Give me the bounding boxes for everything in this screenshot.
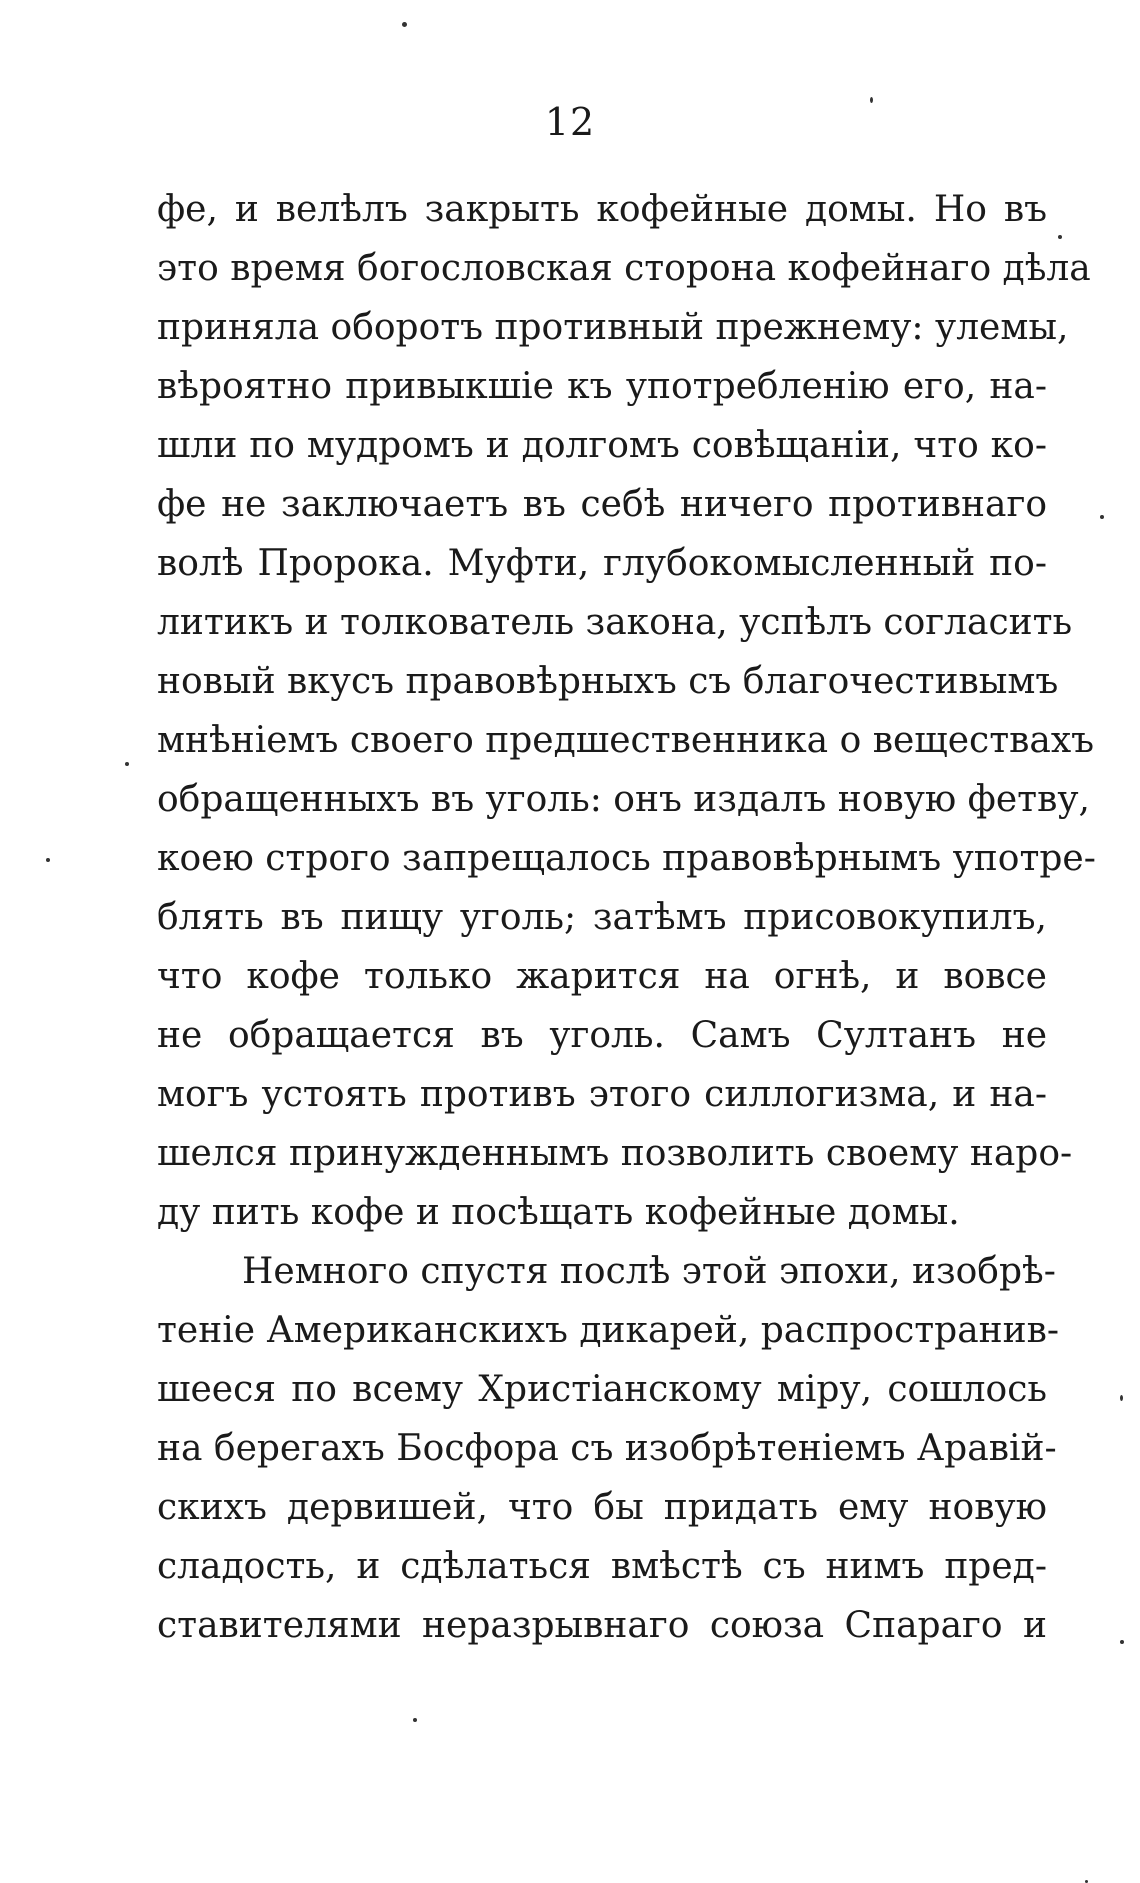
text-line: Немного спустя послѣ этой эпохи, изобрѣ- (242, 1251, 1056, 1292)
scan-speck (1120, 1395, 1123, 1401)
scan-speck (1120, 1640, 1124, 1644)
scan-speck (46, 858, 50, 862)
text-line: новый вкусъ правовѣрныхъ съ благочестивымъ (157, 661, 1059, 702)
paragraph-2 (157, 1242, 1060, 1655)
scan-speck (1100, 515, 1104, 519)
text-line: шелся принужденнымъ позволить своему наро- (157, 1133, 1073, 1174)
text-line: теніе Американскихъ дикарей, распространив- (157, 1310, 1060, 1351)
scan-speck (125, 762, 129, 766)
paragraph-1 (157, 180, 1096, 1242)
text-line: скихъ дервишей, что бы придать ему новую (157, 1487, 1047, 1528)
text-line: сладость, и сдѣлаться вмѣстѣ съ нимъ пред- (157, 1546, 1047, 1587)
text-line: на берегахъ Босфора съ изобрѣтеніемъ Аравій- (157, 1428, 1057, 1469)
text-line: что кофе только жарится на огнѣ, и вовсе (157, 956, 1047, 997)
text-line: обращенныхъ въ уголь: онъ издалъ новую фетву, (157, 779, 1090, 820)
text-line: шли по мудромъ и долгомъ совѣщаніи, что ко- (157, 425, 1047, 466)
text-line: не обращается въ уголь. Самъ Султанъ не (157, 1015, 1047, 1056)
text-line: ду пить кофе и посѣщать кофейные домы. (157, 1192, 960, 1233)
text-line: фе не заключаетъ въ себѣ ничего противнаго (157, 484, 1047, 525)
text-line: это время богословская сторона кофейнаго дѣла (157, 248, 1091, 289)
text-line: мнѣніемъ своего предшественника о веществахъ (157, 720, 1095, 761)
text-line: коею строго запрещалось правовѣрнымъ употре- (157, 838, 1096, 879)
scan-speck (1058, 235, 1062, 239)
text-line: могъ устоять противъ этого силлогизма, и на- (157, 1074, 1047, 1115)
text-line: приняла оборотъ противный прежнему: улемы, (157, 307, 1069, 348)
text-line: волѣ Пророка. Муфти, глубокомысленный по- (157, 543, 1047, 584)
page-number: 12 (544, 100, 596, 144)
text-line: литикъ и толкователь закона, успѣлъ согласить (157, 602, 1073, 643)
text-line: шееся по всему Христіанскому міру, сошлось (157, 1369, 1047, 1410)
text-line: блять въ пищу уголь; затѣмъ присовокупилъ, (157, 897, 1047, 938)
text-line: фе, и велѣлъ закрыть кофейные домы. Но въ (157, 189, 1047, 230)
body-text (157, 180, 1096, 1655)
scan-speck (870, 97, 873, 103)
text-line: вѣроятно привыкшіе къ употребленію его, на- (157, 366, 1047, 407)
scan-speck (413, 1718, 417, 1722)
scan-speck (402, 22, 407, 27)
text-line: ставителями неразрывнаго союза Спараго и (157, 1605, 1047, 1646)
